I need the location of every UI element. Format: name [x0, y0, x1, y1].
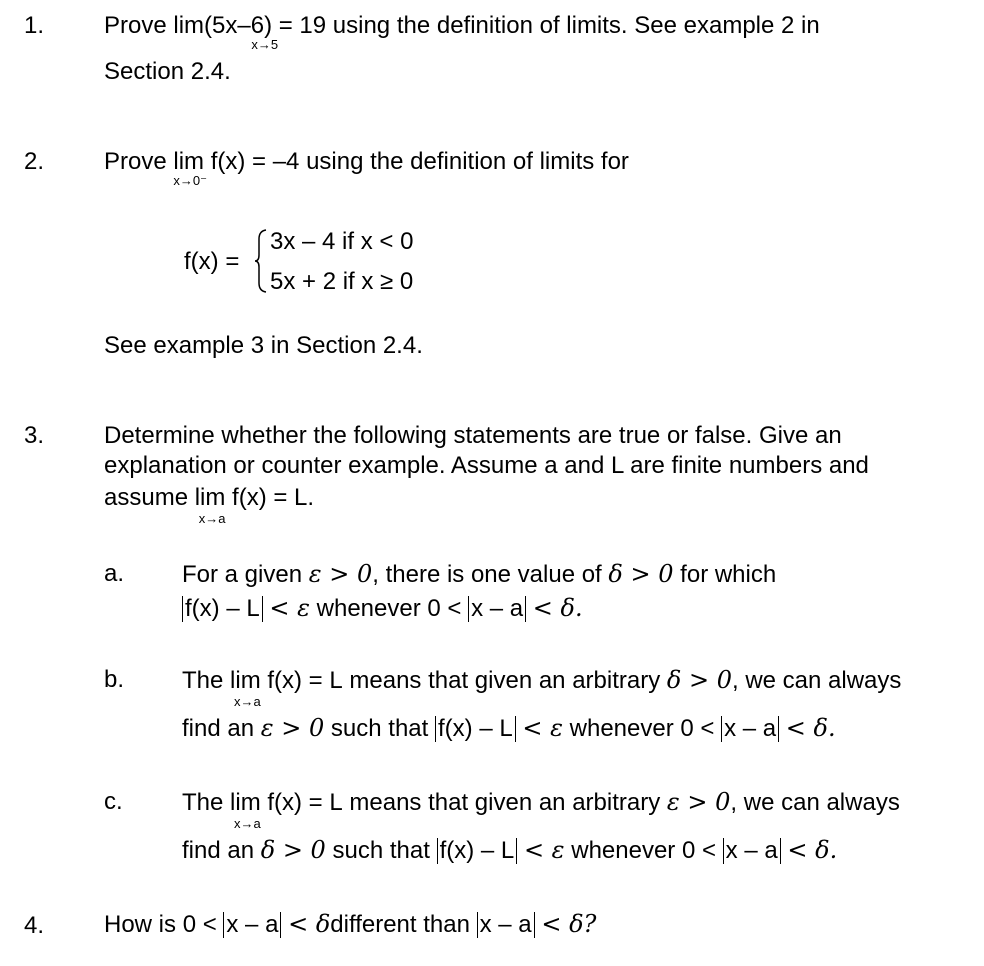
epsilon-condition: ε > 0 — [666, 788, 731, 816]
piecewise-case-1: 3x – 4 if x < 0 — [270, 228, 414, 255]
problem-1-tail: using the definition of limits. See example 2 in — [332, 12, 820, 39]
epsilon-condition: ε > 0 — [260, 714, 325, 742]
absolute-value: x – a — [223, 912, 281, 938]
prove-word: Prove — [104, 148, 167, 175]
problem-1-number: 1. — [24, 12, 45, 39]
item-a-label: a. — [104, 560, 125, 587]
item-c-line-2: find an δ > 0 such that f(x) – L < ε whenever 0 < x – a < δ. — [182, 836, 838, 864]
item-b-line-1: The lim f(x) = L x→a means that given an arbitrary δ > 0, we can always — [182, 666, 902, 709]
problem-2-line-1 — [104, 148, 629, 188]
problem-4-line: How is 0 < x – a < δdifferent than x – a < δ? — [104, 910, 597, 938]
item-c-line-1: The lim f(x) = L x→a means that given an arbitrary ε > 0, we can always — [182, 788, 900, 831]
problem-4-number: 4. — [24, 912, 45, 939]
epsilon-condition: ε > 0 — [308, 560, 373, 588]
limit-body: (5x–6) = 19 — [204, 12, 327, 39]
problem-1-line-1 — [104, 12, 820, 52]
problem-1-line-2: Section 2.4. — [104, 58, 231, 85]
absolute-value: x – a — [721, 716, 779, 742]
absolute-value: x – a — [723, 838, 781, 864]
piecewise-brace — [255, 229, 267, 293]
item-a-line-2: f(x) – L < ε whenever 0 < x – a < δ. — [182, 594, 583, 623]
absolute-value: x – a — [477, 912, 535, 938]
limit-subscript: x→a — [234, 694, 261, 709]
problem-3-number: 3. — [24, 422, 45, 449]
limit-expression: lim f(x) = L x→a — [230, 667, 343, 709]
problem-2-number: 2. — [24, 148, 45, 175]
problem-2-tail: using the definition of limits for — [306, 148, 629, 175]
delta-condition: δ > 0 — [666, 666, 732, 694]
limit-expression: lim f(x) = –4 x→0⁻ — [173, 148, 300, 188]
limit-subscript: x→0⁻ — [173, 173, 207, 188]
piecewise-fx-label: f(x) = — [184, 248, 240, 275]
item-b-line-2: find an ε > 0 such that f(x) – L < ε whenever 0 < x – a < δ. — [182, 714, 836, 742]
absolute-value: f(x) – L — [435, 716, 516, 742]
prove-word: Prove — [104, 12, 167, 39]
limit-subscript: x→a — [234, 816, 261, 831]
delta-condition: δ > 0 — [608, 560, 674, 588]
absolute-value: x – a — [468, 596, 526, 622]
limit-subscript: x→a — [198, 511, 226, 526]
item-b-label: b. — [104, 666, 125, 693]
item-c-label: c. — [104, 788, 123, 815]
problem-2-see-reference: See example 3 in Section 2.4. — [104, 332, 423, 359]
limit-expression: lim f(x) = L x→a — [194, 484, 308, 526]
item-a-line-1: For a given ε > 0, there is one value of δ > 0 for which — [182, 560, 777, 588]
absolute-value: f(x) – L — [182, 596, 263, 622]
problem-3-line-3: assume lim f(x) = L x→a . — [104, 484, 315, 526]
delta-condition: δ > 0 — [260, 836, 326, 864]
absolute-value: f(x) – L — [437, 838, 518, 864]
piecewise-case-2: 5x + 2 if x ≥ 0 — [270, 268, 414, 295]
problem-3-line-2: explanation or counter example. Assume a and L are finite numbers and — [104, 452, 869, 479]
limit-expression: lim x→5 — [173, 12, 279, 52]
limit-expression: lim f(x) = L x→a — [230, 789, 343, 831]
problem-3-line-1: Determine whether the following statements are true or false. Give an — [104, 422, 842, 449]
